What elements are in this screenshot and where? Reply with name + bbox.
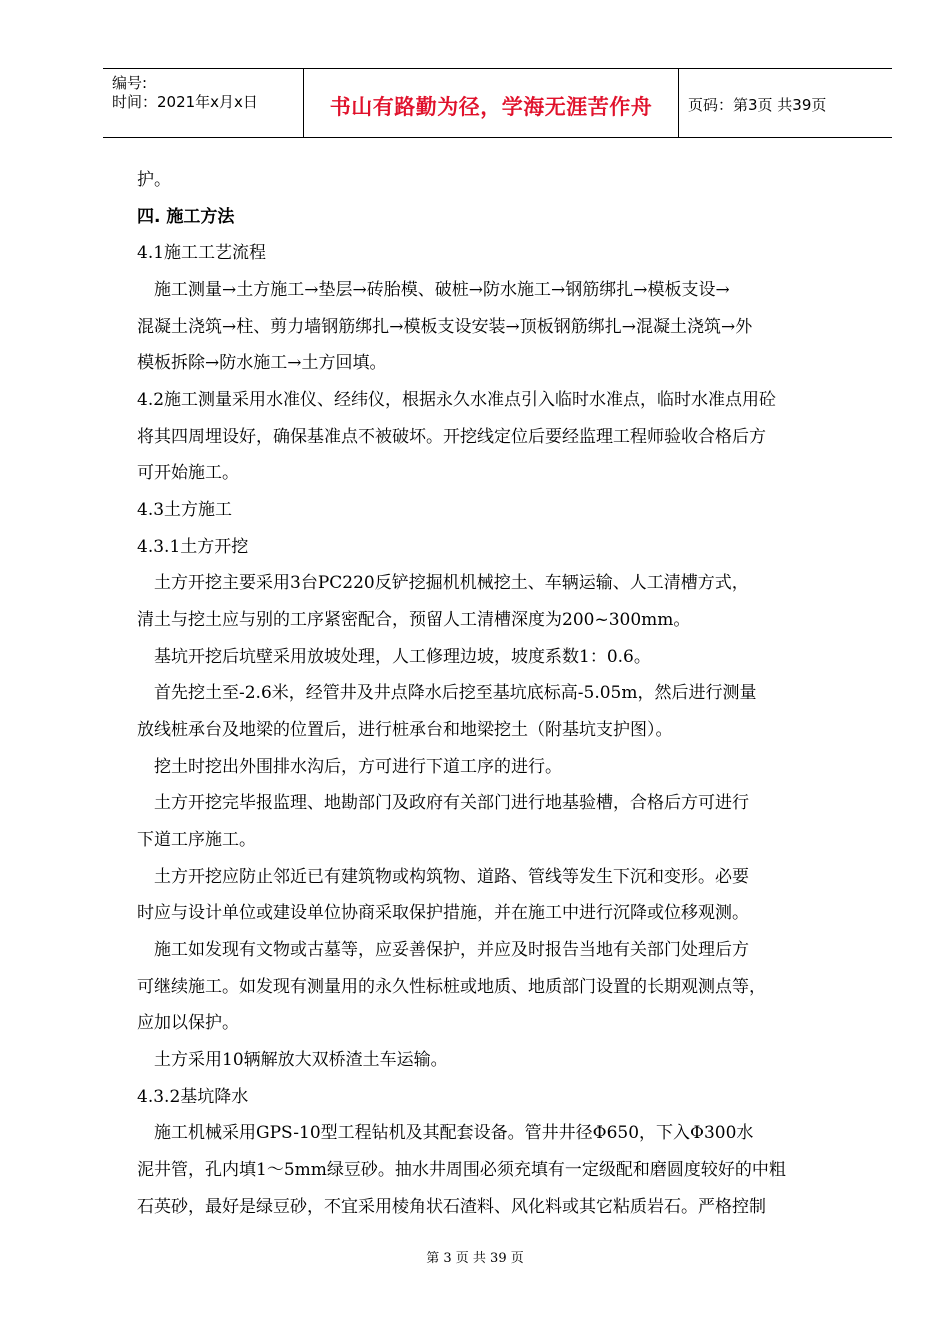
body-line: 可继续施工。如发现有测量用的永久性标桩或地质、地质部门设置的长期观测点等，: [137, 977, 766, 997]
body-line: 石英砂，最好是绿豆砂，不宜采用棱角状石渣料、风化料或其它粘质岩石。严格控制: [137, 1197, 766, 1217]
body-line: 土方开挖应防止邻近已有建筑物或构筑物、道路、管线等发生下沉和变形。必要: [137, 867, 749, 887]
body-line: 施工如发现有文物或古墓等，应妥善保护，并应及时报告当地有关部门处理后方: [137, 940, 749, 960]
header-page-cell: [679, 69, 892, 137]
body-line: 泥井管，孔内填1～5mm绿豆砂。抽水井周围必须充填有一定级配和磨圆度较好的中粗: [137, 1160, 786, 1180]
header-motto-cell: [303, 69, 679, 137]
body-line: 施工机械采用GPS-10型工程钻机及其配套设备。管井井径Φ650，下入Φ300水: [137, 1123, 754, 1143]
body-line: 时应与设计单位或建设单位协商采取保护措施，并在施工中进行沉降或位移观测。: [137, 903, 749, 923]
body-line: 清土与挖土应与别的工序紧密配合，预留人工清槽深度为200~300mm。: [137, 610, 691, 630]
subsection-heading: 4.3.1土方开挖: [137, 537, 249, 557]
document-number-label: 编号:: [112, 74, 148, 92]
body-line: 施工测量→土方施工→垫层→砖胎模、破桩→防水施工→钢筋绑扎→模板支设→: [137, 280, 730, 300]
body-line: 土方开挖完毕报监理、地勘部门及政府有关部门进行地基验槽，合格后方可进行: [137, 793, 749, 813]
body-line: 混凝土浇筑→柱、剪力墙钢筋绑扎→模板支设安装→顶板钢筋绑扎→混凝土浇筑→外: [137, 317, 753, 337]
body-line: 模板拆除→防水施工→土方回填。: [137, 353, 387, 373]
body-line: 将其四周埋设好，确保基准点不被破坏。开挖线定位后要经监理工程师验收合格后方: [137, 427, 766, 447]
body-line: 可开始施工。: [137, 463, 239, 483]
body-line: 首先挖土至-2.6米，经管井及井点降水后挖至基坑底标高-5.05m，然后进行测量: [137, 683, 757, 703]
subsection-heading: 4.1施工工艺流程: [137, 243, 267, 263]
body-line: 4.2施工测量采用水准仪、经纬仪，根据永久水准点引入临时水准点，临时水准点用砼: [137, 390, 777, 410]
header-page-info: 页码：第3页 共39页: [688, 96, 827, 114]
subsection-heading: 4.3.2基坑降水: [137, 1087, 249, 1107]
body-line: 基坑开挖后坑壁采用放坡处理，人工修理边坡，坡度系数1：0.6。: [137, 647, 651, 667]
body-line: 下道工序施工。: [137, 830, 256, 850]
body-line: 应加以保护。: [137, 1013, 239, 1033]
body-line: 挖土时挖出外围排水沟后，方可进行下道工序的进行。: [137, 757, 562, 777]
section-heading: 四. 施工方法: [137, 207, 235, 227]
header-motto: 书山有路勤为径，学海无涯苦作舟: [329, 95, 653, 119]
body-line: 护。: [137, 170, 171, 190]
subsection-heading: 4.3土方施工: [137, 500, 233, 520]
document-date: 时间：2021年x月x日: [112, 93, 258, 111]
body-line: 土方采用10辆解放大双桥渣土车运输。: [137, 1050, 448, 1070]
body-line: 放线桩承台及地梁的位置后，进行桩承台和地梁挖土（附基坑支护图）。: [137, 720, 673, 740]
page-header: [103, 68, 892, 138]
body-line: 土方开挖主要采用3台PC220反铲挖掘机机械挖土、车辆运输、人工清槽方式，: [137, 573, 749, 593]
header-meta-cell: [103, 69, 303, 137]
page-footer: 第 3 页 共 39 页: [426, 1251, 524, 1266]
